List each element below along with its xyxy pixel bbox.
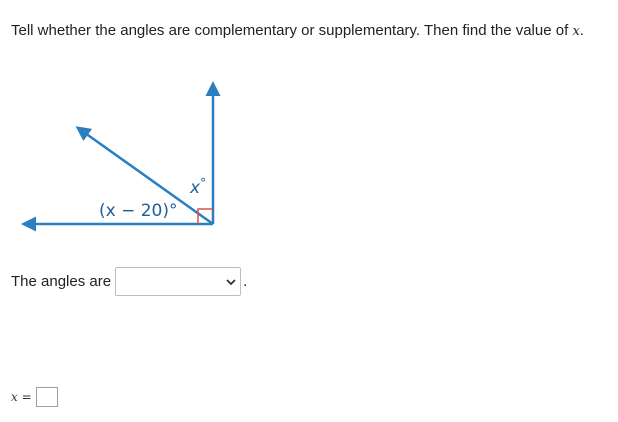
x-variable: x	[11, 390, 18, 404]
prompt-period: .	[579, 22, 584, 39]
angles-trailing-period: .	[243, 273, 248, 290]
chevron-down-icon	[226, 277, 236, 287]
x-answer-row	[11, 386, 58, 408]
angle-type-dropdown[interactable]	[115, 267, 241, 296]
angle-diagram	[0, 60, 260, 250]
right-angle-label	[189, 176, 206, 198]
x-equation-label	[11, 390, 32, 404]
x-value-input[interactable]	[36, 387, 58, 407]
equals-sign: =	[21, 390, 32, 404]
angles-lead-label: The angles are	[11, 273, 112, 290]
left-angle-label: (x − 20)°	[99, 201, 178, 221]
right-angle-degree: °	[200, 176, 207, 190]
prompt-variable: x	[572, 24, 580, 39]
right-angle-variable: x	[190, 178, 201, 198]
angles-answer-row	[11, 266, 247, 297]
prompt-text: Tell whether the angles are complementary or supplementary. Then find the value of	[11, 22, 573, 39]
question-prompt	[11, 21, 584, 42]
